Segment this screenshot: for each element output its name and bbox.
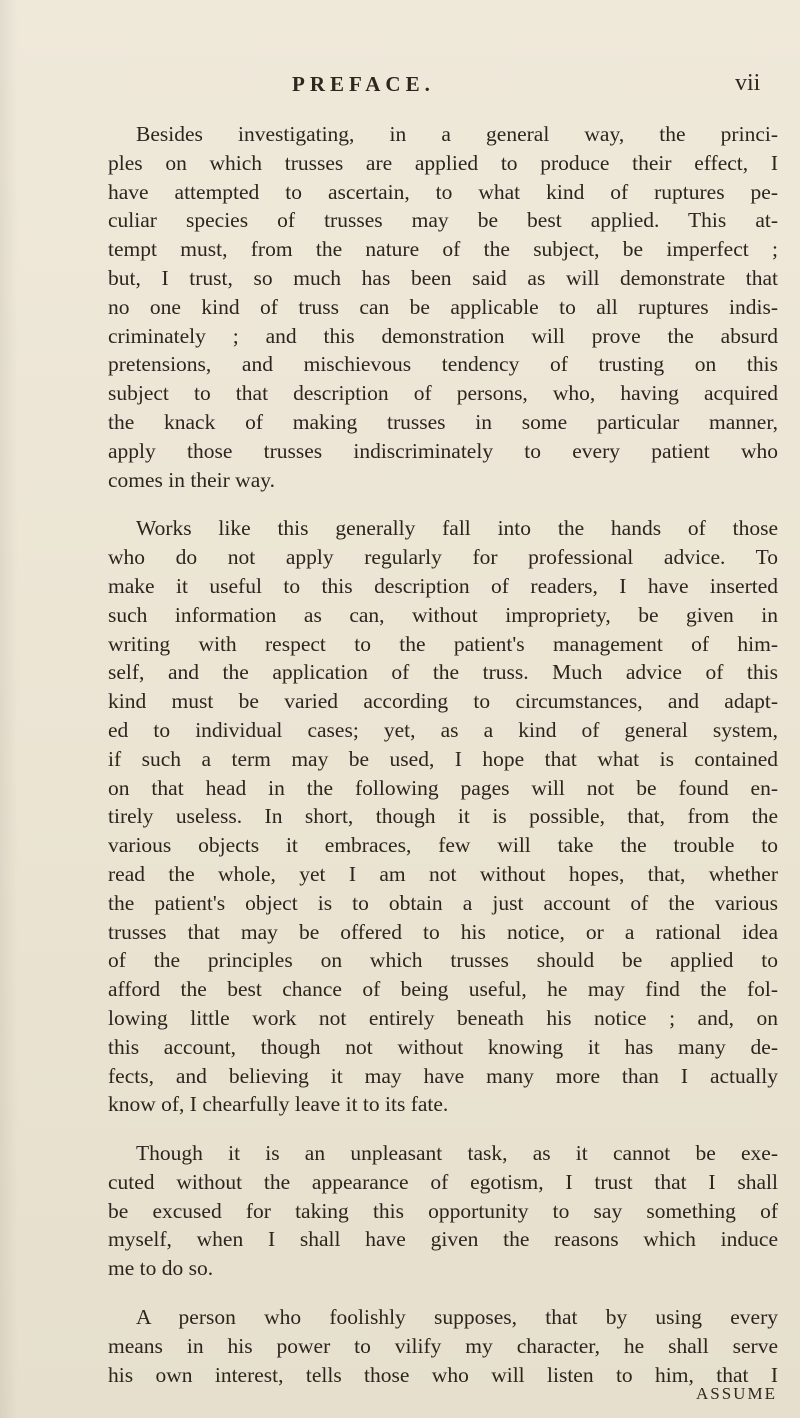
catchword: ASSUME [696, 1384, 777, 1403]
page-number: vii [735, 70, 761, 96]
text-line: Besides investigating, in a general way, the princi- [136, 122, 778, 146]
paragraph-1 [108, 120, 778, 494]
text-line: be excused for taking this opportunity to say something of [108, 1198, 778, 1223]
text-line: criminately ; and this demonstration will prove the absurd [108, 323, 778, 348]
text-line: who do not apply regularly for professional advice. To [108, 545, 778, 570]
text-line: kind must be varied according to circumstances, and adapt- [108, 689, 778, 714]
text-line: if such a term may be used, I hope that what is contained [108, 746, 778, 771]
running-head [0, 72, 800, 104]
text-line: myself, when I shall have given the reasons which induce [108, 1227, 778, 1252]
text-line: A person who foolishly supposes, that by using every [136, 1305, 778, 1330]
text-line: read the whole, yet I am not without hopes, that, whether [108, 861, 778, 886]
text-line: subject to that description of persons, who, having acquired [108, 381, 778, 406]
text-line: ed to individual cases; yet, as a kind of general system, [108, 717, 778, 742]
text-line: writing with respect to the patient's management of him- [108, 631, 778, 656]
text-line: such information as can, without impropriety, be given in [108, 602, 778, 627]
text-line: culiar species of trusses may be best applied. This at- [108, 208, 778, 233]
text-line: self, and the application of the truss. Much advice of this [108, 660, 778, 685]
text-line: on that head in the following pages will not be found en- [108, 775, 778, 800]
text-line: no one kind of truss can be applicable to all ruptures indis- [108, 294, 778, 319]
text-line: of the principles on which trusses should be applied to [108, 948, 778, 973]
text-line: Works like this generally fall into the hands of those [136, 516, 778, 541]
text-line: Though it is an unpleasant task, as it cannot be exe- [136, 1141, 778, 1166]
running-title: PREFACE. [292, 72, 435, 96]
text-line: his own interest, tells those who will listen to him, that I [108, 1362, 778, 1387]
paragraph-gap [108, 1283, 778, 1303]
text-line: pretensions, and mischievous tendency of trusting on this [108, 352, 778, 377]
text-line: the patient's object is to obtain a just account of the various [108, 890, 778, 915]
text-line: the knack of making trusses in some particular manner, [108, 409, 778, 434]
text-line: afford the best chance of being useful, he may find the fol- [108, 977, 778, 1002]
text-line: various objects it embraces, few will take the trouble to [108, 833, 778, 858]
text-line: tempt must, from the nature of the subject, be imperfect ; [108, 237, 778, 262]
paragraph-gap [108, 1119, 778, 1139]
text-line: know of, I chearfully leave it to its fate. [108, 1092, 449, 1117]
text-line: trusses that may be offered to his notice, or a rational idea [108, 919, 778, 944]
text-line: ples on which trusses are applied to produce their effect, I [108, 150, 778, 175]
text-line: apply those trusses indiscriminately to every patient who [108, 438, 778, 463]
text-line: lowing little work not entirely beneath his notice ; and, on [108, 1005, 778, 1030]
paragraph-gap [108, 494, 778, 514]
text-line: tirely useless. In short, though it is possible, that, from the [108, 804, 778, 829]
paragraph-2 [108, 514, 778, 1119]
body-text [108, 120, 778, 1389]
paragraph-4 [108, 1303, 778, 1389]
text-line: fects, and believing it may have many more than I actually [108, 1063, 778, 1088]
text-line: me to do so. [108, 1256, 214, 1281]
text-line: means in his power to vilify my character, he shall serve [108, 1333, 778, 1358]
text-line: make it useful to this description of readers, I have inserted [108, 573, 778, 598]
text-line: cuted without the appearance of egotism, I trust that I shall [108, 1169, 778, 1194]
text-line: but, I trust, so much has been said as will demonstrate that [108, 265, 778, 290]
text-line: have attempted to ascertain, to what kind of ruptures pe- [108, 179, 778, 204]
text-line: comes in their way. [108, 467, 275, 492]
text-line: this account, though not without knowing it has many de- [108, 1034, 778, 1059]
paragraph-3 [108, 1139, 778, 1283]
